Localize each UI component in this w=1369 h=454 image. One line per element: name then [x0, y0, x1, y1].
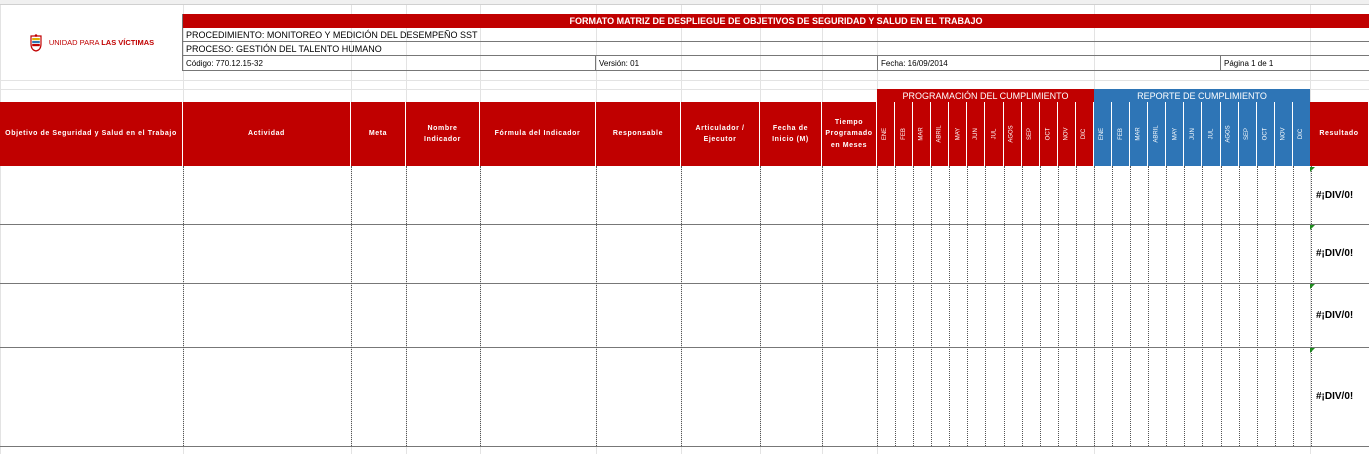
row-divider: [0, 446, 1369, 447]
col-fecha-inicio: Fecha de Inicio (M): [760, 102, 822, 166]
format-title: FORMATO MATRIZ DE DESPLIEGUE DE OBJETIVOS DE SEGURIDAD Y SALUD EN EL TRABAJO: [183, 14, 1369, 28]
column-divider: [760, 166, 761, 446]
col-resultado: Resultado: [1310, 102, 1369, 166]
month-label: DIC: [1298, 128, 1305, 140]
programacion-month-oct: [1040, 102, 1058, 166]
gridline-horizontal: [0, 80, 1369, 81]
column-divider: [1130, 166, 1131, 446]
month-label: DIC: [1081, 128, 1088, 140]
month-label: ABRIL: [1153, 125, 1160, 143]
pagina-label: Página 1 de 1: [1220, 56, 1369, 70]
column-divider: [913, 166, 914, 446]
month-label: AGOS: [1226, 125, 1233, 143]
programacion-month-jul: [985, 102, 1003, 166]
reporte-month-jun: [1184, 102, 1202, 166]
col-formula: Fórmula del Indicador: [480, 102, 596, 166]
logo-wordmark: [49, 38, 154, 47]
reporte-month-oct: [1257, 102, 1275, 166]
info-row-codigo: [183, 56, 1369, 71]
col-objetivo: Objetivo de Seguridad y Salud en el Trabajo: [0, 102, 183, 166]
month-label: MAY: [954, 127, 961, 141]
reporte-month-ene: [1094, 102, 1112, 166]
column-divider: [1257, 166, 1258, 446]
month-label: AGOS: [1009, 125, 1016, 143]
column-divider: [1184, 166, 1185, 446]
month-label: OCT: [1045, 127, 1052, 141]
table-header-row: [0, 102, 1369, 166]
column-divider: [967, 166, 968, 446]
col-responsable: Responsable: [596, 102, 681, 166]
programacion-month-agos: [1004, 102, 1022, 166]
column-divider: [1166, 166, 1167, 446]
programacion-month-abril: [931, 102, 949, 166]
resultado-cell[interactable]: #¡DIV/0!: [1316, 391, 1354, 402]
month-label: ABRIL: [936, 125, 943, 143]
column-divider: [1004, 166, 1005, 446]
column-divider: [1293, 166, 1294, 446]
column-divider: [406, 166, 407, 446]
column-divider: [931, 166, 932, 446]
column-divider: [596, 166, 597, 446]
column-divider: [480, 166, 481, 446]
row-divider: [0, 224, 1369, 225]
reporte-month-may: [1166, 102, 1184, 166]
programacion-month-sep: [1022, 102, 1040, 166]
month-label: FEB: [900, 128, 907, 140]
column-divider: [351, 166, 352, 446]
fecha-label: Fecha: 16/09/2014: [877, 56, 1224, 70]
programacion-month-ene: [877, 102, 895, 166]
reporte-header: REPORTE DE CUMPLIMIENTO: [1094, 89, 1310, 102]
version-label: Versión: 01: [595, 56, 881, 70]
column-divider: [822, 166, 823, 446]
reporte-month-nov: [1275, 102, 1293, 166]
programacion-header: PROGRAMACIÓN DEL CUMPLIMIENTO: [877, 89, 1094, 102]
month-label: OCT: [1262, 127, 1269, 141]
column-divider: [1040, 166, 1041, 446]
comment-marker-icon: [1310, 225, 1315, 230]
colombia-coat-of-arms-icon: [28, 34, 44, 52]
column-divider: [1148, 166, 1149, 446]
column-divider: [1275, 166, 1276, 446]
row-divider: [0, 283, 1369, 284]
reporte-month-feb: [1112, 102, 1130, 166]
column-header-strip: [0, 0, 1369, 5]
reporte-month-mar: [1130, 102, 1148, 166]
month-label: SEP: [1027, 127, 1034, 141]
column-divider: [949, 166, 950, 446]
column-divider: [1112, 166, 1113, 446]
column-divider: [1221, 166, 1222, 446]
month-label: MAR: [918, 127, 925, 141]
comment-marker-icon: [1310, 167, 1315, 172]
column-divider: [1202, 166, 1203, 446]
reporte-month-dic: [1293, 102, 1311, 166]
month-label: ENE: [1099, 127, 1106, 141]
month-label: FEB: [1117, 128, 1124, 140]
procedimiento-label: PROCEDIMIENTO: MONITOREO Y MEDICIÓN DEL DESEMPEÑO SST: [183, 28, 1369, 42]
column-divider: [1058, 166, 1059, 446]
programacion-month-dic: [1076, 102, 1094, 166]
month-label: MAY: [1171, 127, 1178, 141]
col-nombre-indicador: Nombre Indicador: [406, 102, 480, 166]
logo-text-prefix: UNIDAD PARA: [48, 38, 102, 47]
reporte-month-agos: [1221, 102, 1239, 166]
gridline-vertical: [0, 5, 1, 454]
column-divider: [681, 166, 682, 446]
month-label: NOV: [1063, 127, 1070, 141]
reporte-month-jul: [1202, 102, 1220, 166]
resultado-cell[interactable]: #¡DIV/0!: [1316, 309, 1354, 321]
programacion-month-nov: [1058, 102, 1076, 166]
row-divider: [0, 347, 1369, 348]
column-divider: [985, 166, 986, 446]
logo-area: [0, 14, 183, 71]
programacion-month-mar: [913, 102, 931, 166]
month-label: MAR: [1135, 127, 1142, 141]
col-tiempo: Tiempo Programado en Meses: [822, 102, 877, 166]
month-label: JUL: [1208, 128, 1215, 140]
reporte-month-abril: [1148, 102, 1166, 166]
col-meta: Meta: [351, 102, 406, 166]
resultado-cell[interactable]: #¡DIV/0!: [1316, 248, 1354, 259]
month-label: JUL: [991, 128, 998, 140]
column-divider: [895, 166, 896, 446]
programacion-month-feb: [895, 102, 913, 166]
resultado-cell[interactable]: #¡DIV/0!: [1316, 189, 1354, 201]
column-divider: [877, 166, 878, 446]
programacion-month-may: [949, 102, 967, 166]
col-actividad: Actividad: [183, 102, 351, 166]
comment-marker-icon: [1310, 348, 1315, 353]
logo-text-bold: LAS VÍCTIMAS: [101, 38, 155, 47]
month-label: JUN: [972, 128, 979, 140]
month-label: SEP: [1244, 127, 1251, 141]
programacion-month-jun: [967, 102, 985, 166]
column-divider: [1076, 166, 1077, 446]
column-divider: [1239, 166, 1240, 446]
month-label: JUN: [1189, 128, 1196, 140]
proceso-label: PROCESO: GESTIÓN DEL TALENTO HUMANO: [183, 42, 1369, 56]
column-divider: [1022, 166, 1023, 446]
column-divider: [1094, 166, 1095, 446]
codigo-label: Código: 770.12.15-32: [186, 58, 263, 68]
month-label: ENE: [882, 127, 889, 141]
col-articulador: Articulador / Ejecutor: [681, 102, 760, 166]
month-label: NOV: [1280, 127, 1287, 141]
reporte-month-sep: [1239, 102, 1257, 166]
column-divider: [183, 166, 184, 446]
comment-marker-icon: [1310, 284, 1315, 289]
